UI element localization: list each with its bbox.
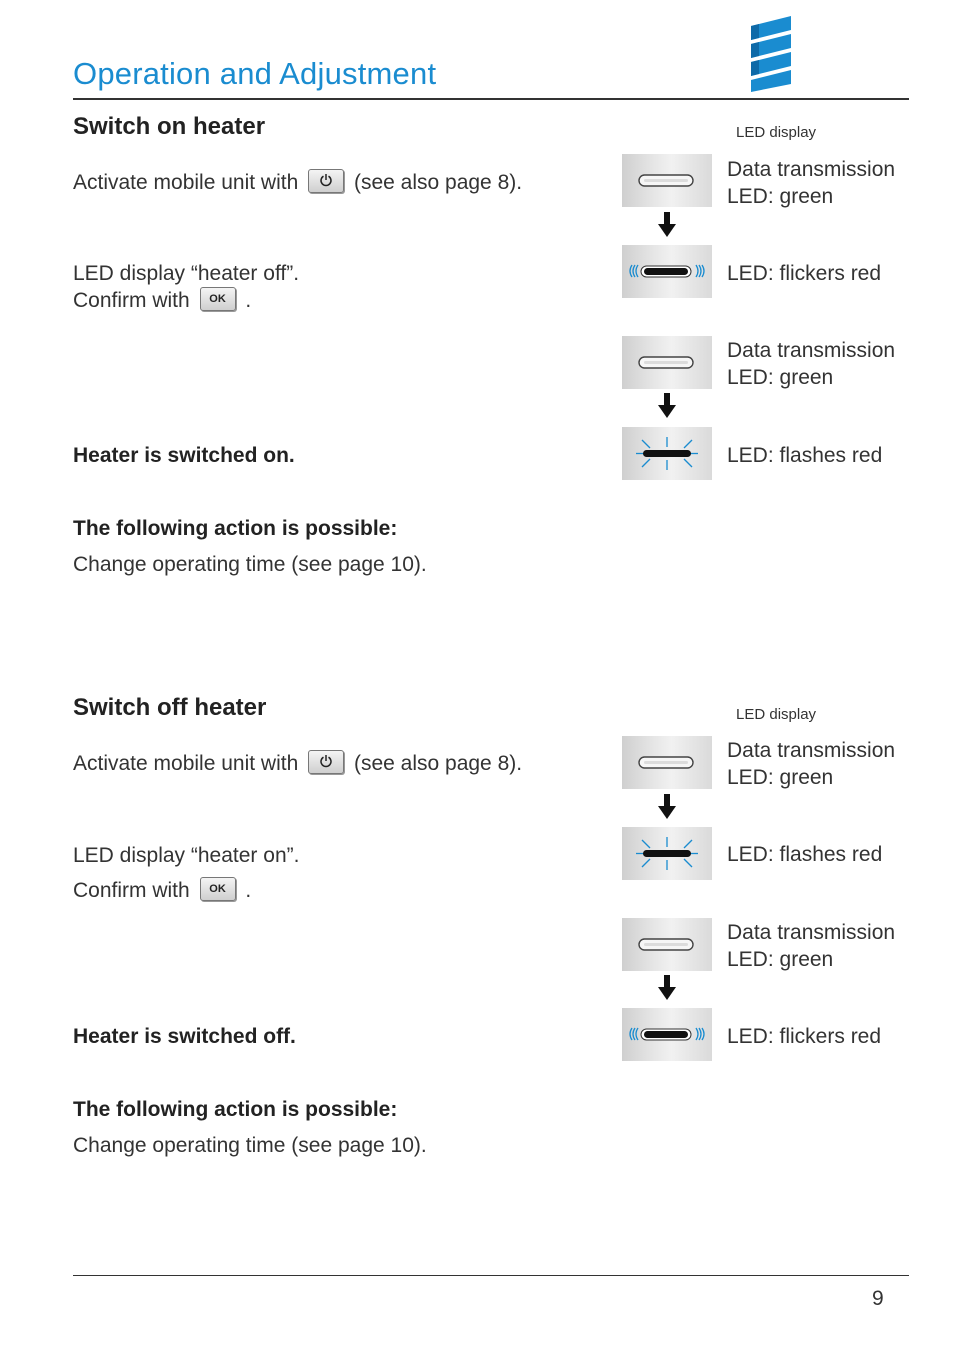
led-box-flashes <box>622 827 712 880</box>
arrow-down-icon <box>656 393 678 419</box>
led-flash-icon <box>622 827 712 880</box>
led-flicker-icon <box>622 245 712 298</box>
section-heading-switch-off: Switch off heater <box>73 694 267 721</box>
led-display-line: LED display “heater off”. <box>73 262 300 285</box>
led-label: LED: flickers red <box>727 1025 882 1048</box>
confirm-text: Confirm with <box>73 879 190 902</box>
power-icon <box>319 173 333 187</box>
result-switched-off: Heater is switched off. <box>73 1025 296 1048</box>
power-icon <box>319 754 333 768</box>
led-label <box>727 919 895 973</box>
led-label: LED: flashes red <box>727 843 883 866</box>
led-label: LED: flashes red <box>727 444 883 467</box>
led-box-flashes <box>622 427 712 480</box>
result-switched-on: Heater is switched on. <box>73 444 295 467</box>
led-off-icon <box>622 336 712 389</box>
confirm-instruction <box>73 287 251 314</box>
activate-ref: (see also page 8). <box>353 171 523 194</box>
led-label-line2: LED: green <box>727 766 834 789</box>
header-rule <box>73 98 909 100</box>
confirm-period: . <box>245 879 252 902</box>
confirm-text: Confirm with <box>73 289 190 312</box>
activate-text: Activate mobile unit with <box>73 171 299 194</box>
led-label <box>727 737 895 791</box>
led-box-data-transmission <box>622 736 712 789</box>
led-flicker-icon <box>622 1008 712 1061</box>
power-button-icon <box>308 169 344 193</box>
led-box-flickers <box>622 1008 712 1061</box>
led-label <box>727 156 895 210</box>
activate-instruction <box>73 169 522 196</box>
led-off-icon <box>622 154 712 207</box>
led-box-data-transmission <box>622 336 712 389</box>
led-label-line1: Data transmission <box>727 739 896 762</box>
led-label: LED: flickers red <box>727 262 882 285</box>
action-heading: The following action is possible: <box>73 1098 398 1121</box>
action-text: Change operating time (see page 10). <box>73 1134 427 1157</box>
activate-text: Activate mobile unit with <box>73 752 299 775</box>
led-flash-icon <box>622 427 712 480</box>
led-label-line2: LED: green <box>727 948 834 971</box>
action-text: Change operating time (see page 10). <box>73 553 427 576</box>
confirm-period: . <box>245 289 252 312</box>
action-heading: The following action is possible: <box>73 517 398 540</box>
confirm-instruction <box>73 877 251 904</box>
arrow-down-icon <box>656 975 678 1001</box>
led-box-data-transmission <box>622 918 712 971</box>
page-number: 9 <box>872 1287 884 1310</box>
power-button-icon <box>308 750 344 774</box>
page-title: Operation and Adjustment <box>73 56 437 91</box>
ok-button-icon: OK <box>200 287 236 311</box>
led-box-flickers <box>622 245 712 298</box>
led-display-caption: LED display <box>736 706 817 723</box>
section-heading-switch-on: Switch on heater <box>73 113 266 140</box>
led-label <box>727 337 895 391</box>
led-label-line2: LED: green <box>727 185 834 208</box>
led-display-line: LED display “heater on”. <box>73 844 300 867</box>
led-label-line2: LED: green <box>727 366 834 389</box>
arrow-down-icon <box>656 212 678 238</box>
led-off-icon <box>622 736 712 789</box>
led-label-line1: Data transmission <box>727 339 896 362</box>
footer-rule <box>73 1275 909 1276</box>
led-label-line1: Data transmission <box>727 921 896 944</box>
led-display-caption: LED display <box>736 124 817 141</box>
arrow-down-icon <box>656 794 678 820</box>
led-off-icon <box>622 918 712 971</box>
activate-ref: (see also page 8). <box>353 752 523 775</box>
led-box-data-transmission <box>622 154 712 207</box>
ok-button-icon: OK <box>200 877 236 901</box>
led-label-line1: Data transmission <box>727 158 896 181</box>
activate-instruction <box>73 750 522 777</box>
manufacturer-logo-icon <box>749 16 793 92</box>
